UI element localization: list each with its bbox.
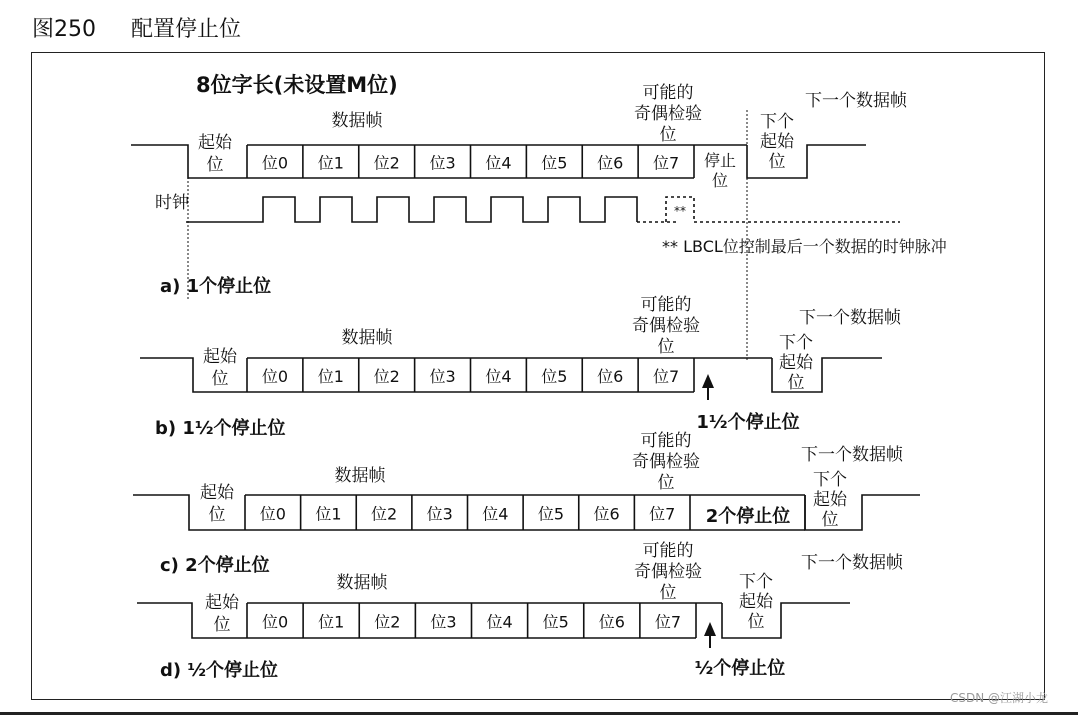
panel-c-stop-label: 2个停止位 [705, 506, 791, 527]
next-start-label-line: 下个 [739, 572, 773, 592]
bit-label: 位6 [598, 612, 625, 632]
bit-label: 位3 [430, 612, 457, 632]
parity-label-line: 可能的 [640, 431, 692, 451]
bit-label: 位3 [429, 153, 456, 173]
bit-label: 位5 [541, 153, 568, 173]
start-bit-label-line: 位 [206, 155, 224, 175]
bit-label: 位1 [318, 612, 345, 632]
bit-label: 位6 [597, 153, 624, 173]
watermark: CSDN @江湖小龙 [949, 691, 1048, 705]
panel-b-stop-label: 1½个停止位 [696, 412, 800, 433]
bit-label: 位1 [317, 153, 344, 173]
bit-label: 位5 [542, 612, 569, 632]
bit-label: 位3 [429, 367, 456, 386]
next-start-label-line: 起始 [760, 132, 794, 152]
panel-d-caption: d) ½个停止位 [160, 660, 279, 681]
bit-label: 位6 [593, 504, 620, 524]
bit-label: 位5 [537, 504, 565, 524]
next-start-label-line: 位 [747, 612, 765, 632]
bit-label: 位2 [374, 612, 401, 632]
bit-label: 位2 [373, 367, 400, 386]
next-frame-label: 下一个数据帧 [799, 308, 901, 328]
half-stop-arrow [702, 374, 714, 388]
next-start-label-line: 下个 [813, 470, 847, 490]
stop-bit-label-line: 位 [711, 171, 729, 190]
next-start-label-line: 下个 [760, 112, 794, 132]
bit-label: 位0 [259, 504, 286, 524]
next-start-label-line: 位 [787, 373, 805, 393]
bit-label: 位1 [317, 367, 344, 386]
frame-label: 数据帧 [336, 573, 388, 593]
half-stop-arrow-d [704, 622, 716, 636]
bit-label: 位7 [652, 153, 680, 173]
bit-label: 位4 [485, 367, 512, 386]
parity-label-line: 位 [657, 337, 675, 357]
parity-label-line: 位 [659, 583, 677, 603]
frame-label: 数据帧 [334, 466, 386, 486]
next-start-label-line: 起始 [739, 592, 773, 612]
start-bit-label-line: 位 [213, 615, 231, 635]
bit-label: 位0 [261, 153, 289, 173]
bit-label: 位2 [370, 504, 398, 524]
bit-label: 位7 [654, 612, 682, 632]
bit-label: 位7 [652, 367, 680, 386]
panel-a-caption: a) 1个停止位 [160, 276, 272, 297]
clock-label: 时钟 [155, 193, 189, 213]
diagram-title: 8位字长(未设置M位) [196, 73, 398, 97]
bit-label: 位3 [426, 504, 453, 524]
start-bit-label-line: 位 [211, 369, 229, 389]
next-start-label-line: 位 [821, 510, 839, 530]
next-frame-label: 下一个数据帧 [801, 445, 903, 465]
bit-label: 位4 [482, 504, 509, 524]
bit-label: 位4 [486, 612, 513, 632]
clock-mark: ** [674, 204, 686, 218]
frame-label: 数据帧 [341, 328, 393, 348]
next-start-label-line: 起始 [813, 490, 847, 510]
parity-label-line: 奇偶检验 [632, 316, 700, 336]
figure-number: 图250 [32, 17, 96, 42]
next-start-label-line: 起始 [779, 353, 813, 373]
start-bit-label-line: 位 [208, 505, 226, 525]
clock-note: ** LBCL位控制最后一个数据的时钟脉冲 [662, 237, 947, 256]
start-bit-label-line: 起始 [198, 133, 232, 153]
bit-label: 位0 [261, 612, 289, 632]
bit-label: 位0 [261, 367, 289, 386]
parity-label-line: 奇偶检验 [634, 104, 702, 124]
bit-label: 位7 [649, 504, 676, 524]
next-frame-label: 下一个数据帧 [801, 553, 903, 573]
panel-d-stop-label: ½个停止位 [694, 658, 786, 679]
next-start-label-line: 下个 [779, 333, 813, 353]
parity-label-line: 奇偶检验 [632, 452, 700, 472]
parity-label-line: 可能的 [642, 541, 694, 561]
parity-label-line: 位 [657, 473, 675, 493]
clock-waveform [186, 197, 637, 222]
parity-label-line: 可能的 [642, 83, 694, 103]
bit-label: 位2 [373, 153, 400, 173]
start-bit-label-line: 起始 [200, 483, 234, 503]
figure-title: 配置停止位 [131, 17, 242, 42]
bit-label: 位4 [485, 153, 512, 173]
stop-bit-label-line: 停止 [703, 151, 737, 170]
panel-c-caption: c) 2个停止位 [160, 555, 270, 576]
next-start-label-line: 位 [768, 152, 786, 172]
parity-label-line: 奇偶检验 [634, 562, 702, 582]
bit-label: 位6 [597, 367, 624, 386]
parity-label-line: 位 [659, 125, 677, 145]
panel-b-caption: b) 1½个停止位 [155, 418, 286, 439]
next-frame-label: 下一个数据帧 [805, 91, 907, 111]
bit-label: 位5 [541, 367, 568, 386]
frame-label: 数据帧 [331, 111, 383, 131]
bit-label: 位1 [315, 504, 342, 524]
start-bit-label-line: 起始 [203, 347, 237, 367]
start-bit-label-line: 起始 [205, 593, 239, 613]
parity-label-line: 可能的 [640, 295, 692, 315]
